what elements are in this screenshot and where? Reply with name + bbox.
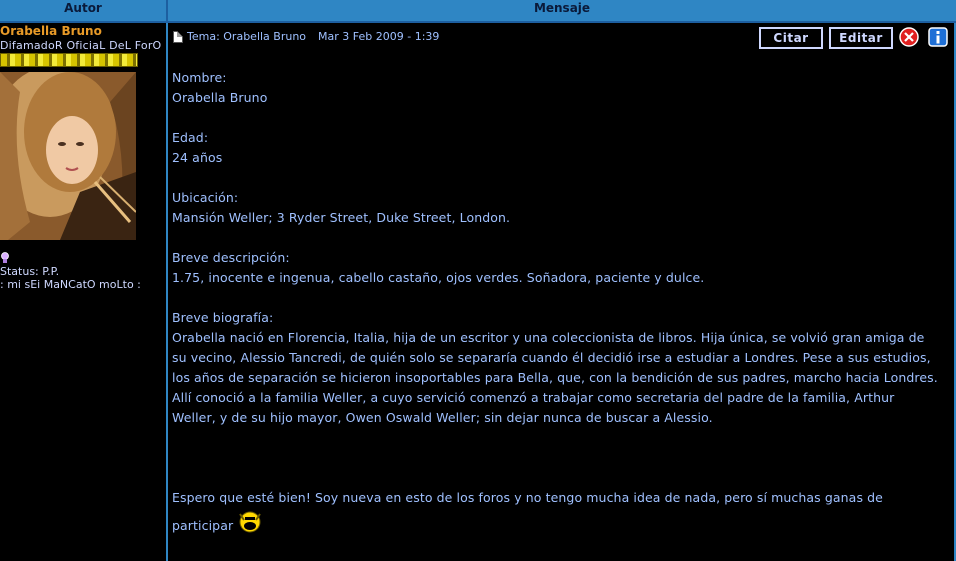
author-custom-title: : mi sEi MaNCatO moLto : bbox=[0, 278, 141, 291]
smiley-icon bbox=[237, 508, 263, 534]
edit-button[interactable]: Editar bbox=[829, 27, 893, 49]
rank-image bbox=[0, 53, 138, 67]
ubicacion-value: Mansión Weller; 3 Ryder Street, Duke Street, London. bbox=[172, 210, 511, 225]
biografia-label: Breve biografía: bbox=[172, 310, 274, 325]
quote-button[interactable]: Citar bbox=[759, 27, 823, 49]
document-icon bbox=[173, 31, 183, 43]
author-panel bbox=[0, 23, 168, 561]
nombre-label: Nombre: bbox=[172, 70, 227, 85]
edad-label: Edad: bbox=[172, 130, 209, 145]
post-date: Mar 3 Feb 2009 - 1:39 bbox=[318, 30, 440, 43]
edad-value: 24 años bbox=[172, 150, 223, 165]
table-header bbox=[0, 0, 956, 23]
post-header bbox=[173, 30, 439, 43]
biografia-paragraph-1: Orabella nació en Florencia, Italia, hija de un escritor y una coleccionista de libros. Hija única, se volvió gran amiga de su vecino, Alessio Tancredi, de quién solo se separaría cuando él decidió irse a estudiar a Londres. Pese a sus estudios, los años de separación se hicieron insoportables para Bella, que, con la bendición de sus padres, marcho hacia Londres. bbox=[172, 330, 938, 385]
message-panel bbox=[168, 23, 956, 561]
avatar bbox=[0, 72, 136, 240]
descripcion-value: 1.75, inocente e ingenua, cabello castaño, ojos verdes. Soñadora, paciente y dulce. bbox=[172, 270, 705, 285]
header-mensaje: Mensaje bbox=[533, 1, 591, 15]
ubicacion-label: Ubicación: bbox=[172, 190, 239, 205]
post-subject[interactable]: Tema: Orabella Bruno bbox=[187, 30, 307, 43]
header-autor: Autor bbox=[0, 0, 168, 21]
closing-paragraph bbox=[172, 488, 942, 536]
biografia-paragraph-2: Allí conoció a la familia Weller, a cuyo servició comenzó a trabajar como secretaria del padre de la familia, Arthur Weller, y de su hijo mayor, Owen Oswald Weller; sin dejar nunca de buscar a Alessio. bbox=[172, 390, 895, 425]
delete-icon[interactable] bbox=[899, 27, 919, 47]
descripcion-label: Breve descripción: bbox=[172, 250, 290, 265]
avatar-portrait bbox=[0, 72, 136, 240]
author-rank: DifamadoR OficiaL DeL ForO bbox=[0, 39, 162, 52]
post-body bbox=[172, 68, 942, 536]
author-name[interactable]: Orabella Bruno bbox=[0, 24, 102, 38]
info-icon[interactable] bbox=[928, 27, 948, 47]
status-icon bbox=[0, 252, 10, 264]
author-status: Status: P.P. bbox=[0, 265, 60, 278]
nombre-value: Orabella Bruno bbox=[172, 90, 268, 105]
closing-text: Espero que esté bien! Soy nueva en esto de los foros y no tengo mucha idea de nada, pero sí muchas ganas de participar bbox=[172, 490, 883, 533]
